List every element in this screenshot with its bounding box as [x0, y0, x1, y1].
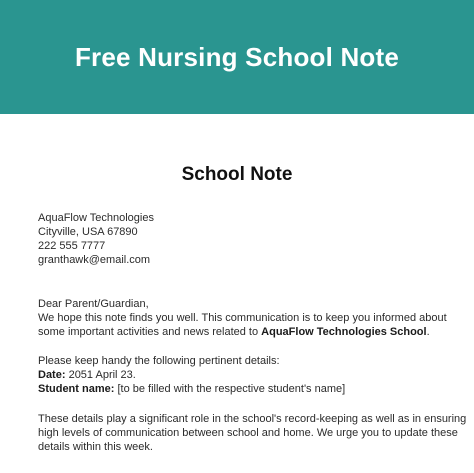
- date-label: Date:: [38, 369, 66, 381]
- date-row: [38, 368, 438, 382]
- sender-city: Cityville, USA 67890: [38, 226, 138, 238]
- student-value: [to be filled with the respective student's name]: [114, 383, 346, 395]
- details-intro: Please keep handy the following pertinent details:: [38, 355, 280, 367]
- intro-line-2-suffix: .: [426, 326, 430, 338]
- intro-line-2: [38, 325, 438, 339]
- header-banner: [0, 0, 474, 114]
- intro-paragraph: [38, 297, 447, 339]
- intro-line-1: We hope this note finds you well. This communication is to keep you informed about: [38, 312, 447, 324]
- record-line-3: details within this week.: [38, 441, 153, 453]
- school-name: AquaFlow Technologies School: [261, 326, 427, 338]
- date-value: 2051 April 23.: [65, 369, 136, 381]
- greeting: Dear Parent/Guardian,: [38, 298, 149, 310]
- sender-company: AquaFlow Technologies: [38, 212, 154, 224]
- record-paragraph: [38, 412, 467, 454]
- sender-email: granthawk@email.com: [38, 254, 151, 266]
- record-line-1: These details play a significant role in the school's record-keeping as well as in ensuring: [38, 413, 467, 425]
- intro-line-2-prefix: some important activities and news related to: [38, 326, 262, 338]
- student-label: Student name:: [38, 383, 115, 395]
- details-paragraph: [38, 354, 438, 396]
- document-body: [0, 114, 474, 473]
- sender-address: [38, 211, 438, 267]
- student-row: [38, 382, 438, 396]
- page-title: Free Nursing School Note: [74, 41, 400, 72]
- sender-phone: 222 555 7777: [38, 240, 106, 252]
- record-line-2: high levels of communication between school and home. We urge you to update these: [38, 427, 458, 439]
- document-title: School Note: [181, 164, 293, 185]
